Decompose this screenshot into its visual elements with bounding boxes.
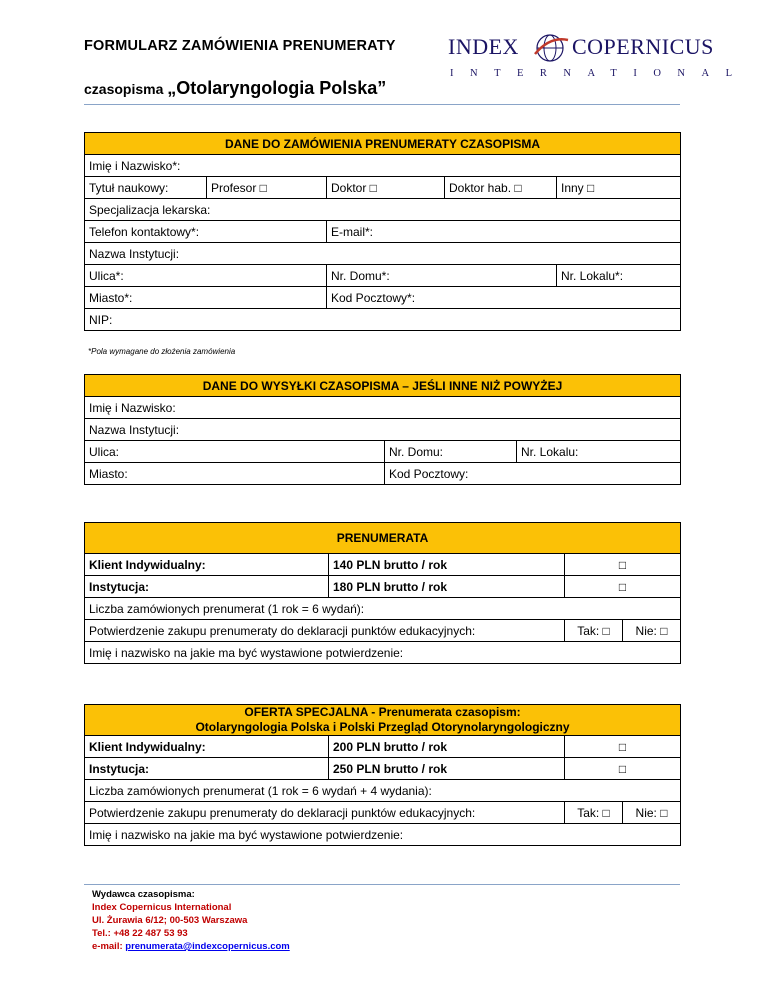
name-field[interactable]: Imię i Nazwisko*: <box>85 155 681 177</box>
institution-checkbox[interactable]: □ <box>565 576 681 598</box>
individual-checkbox[interactable]: □ <box>565 736 681 758</box>
confirmation-no[interactable]: Nie: □ <box>623 802 681 824</box>
ship-street-field[interactable]: Ulica: <box>85 441 385 463</box>
special-offer-heading-1: OFERTA SPECJALNA - Prenumerata czasopism: <box>244 705 521 719</box>
confirmation-label: Potwierdzenie zakupu prenumeraty do deklaracji punktów edukacyjnych: <box>85 620 565 642</box>
email-label: e-mail: <box>92 941 126 952</box>
individual-label: Klient Indywidualny: <box>85 736 329 758</box>
ship-house-field[interactable]: Nr. Domu: <box>385 441 517 463</box>
section-heading: DANE DO WYSYŁKI CZASOPISMA – JEŚLI INNE NIŻ POWYŻEJ <box>85 375 681 397</box>
postcode-field[interactable]: Kod Pocztowy*: <box>327 287 681 309</box>
individual-checkbox[interactable]: □ <box>565 554 681 576</box>
institution-price: 180 PLN brutto / rok <box>329 576 565 598</box>
publisher-address: Ul. Żurawia 6/12; 00-503 Warszawa <box>92 915 248 926</box>
institution-checkbox[interactable]: □ <box>565 758 681 780</box>
street-field[interactable]: Ulica*: <box>85 265 327 287</box>
publisher-name: Index Copernicus International <box>92 902 232 913</box>
section-heading <box>85 705 681 736</box>
logo-subtitle: INTERNATIONAL <box>450 68 749 79</box>
publisher-email-link[interactable]: prenumerata@indexcopernicus.com <box>125 941 290 952</box>
required-note: *Pola wymagane do złożenia zamówienia <box>88 347 236 356</box>
institution-field[interactable]: Nazwa Instytucji: <box>85 243 681 265</box>
individual-price: 140 PLN brutto / rok <box>329 554 565 576</box>
ship-name-field[interactable]: Imię i Nazwisko: <box>85 397 681 419</box>
title-option-professor[interactable]: Profesor □ <box>207 177 327 199</box>
confirmation-label: Potwierdzenie zakupu prenumeraty do deklaracji punktów edukacyjnych: <box>85 802 565 824</box>
publisher-label: Wydawca czasopisma: <box>92 889 195 900</box>
journal-name: „Otolaryngologia Polska” <box>167 78 387 98</box>
form-title: FORMULARZ ZAMÓWIENIA PRENUMERATY <box>84 38 396 54</box>
title-option-other[interactable]: Inny □ <box>557 177 681 199</box>
confirmation-yes[interactable]: Tak: □ <box>565 620 623 642</box>
subtitle-prefix: czasopisma <box>84 81 168 97</box>
header-divider <box>84 104 680 105</box>
flat-number-field[interactable]: Nr. Lokalu*: <box>557 265 681 287</box>
publisher-email-line <box>92 940 290 953</box>
title-label: Tytuł naukowy: <box>85 177 207 199</box>
title-option-doctor[interactable]: Doktor □ <box>327 177 445 199</box>
title-option-doctor-hab[interactable]: Doktor hab. □ <box>445 177 557 199</box>
ship-institution-field[interactable]: Nazwa Instytucji: <box>85 419 681 441</box>
publisher-phone: Tel.: +48 22 487 53 93 <box>92 928 188 939</box>
ship-city-field[interactable]: Miasto: <box>85 463 385 485</box>
house-number-field[interactable]: Nr. Domu*: <box>327 265 557 287</box>
individual-price: 200 PLN brutto / rok <box>329 736 565 758</box>
confirmation-name-field[interactable]: Imię i nazwisko na jakie ma być wystawione potwierdzenie: <box>85 642 681 664</box>
confirmation-no[interactable]: Nie: □ <box>623 620 681 642</box>
logo-word-index: INDEX <box>448 34 519 59</box>
confirmation-yes[interactable]: Tak: □ <box>565 802 623 824</box>
index-copernicus-logo <box>448 34 749 84</box>
publisher-info <box>92 888 290 953</box>
order-data-table <box>84 132 681 331</box>
section-heading: PRENUMERATA <box>85 523 681 554</box>
specialization-field[interactable]: Specjalizacja lekarska: <box>85 199 681 221</box>
institution-label: Instytucja: <box>85 576 329 598</box>
form-subtitle <box>84 78 386 99</box>
special-offer-table <box>84 704 681 846</box>
email-field[interactable]: E-mail*: <box>327 221 681 243</box>
nip-field[interactable]: NIP: <box>85 309 681 331</box>
institution-label: Instytucja: <box>85 758 329 780</box>
individual-label: Klient Indywidualny: <box>85 554 329 576</box>
city-field[interactable]: Miasto*: <box>85 287 327 309</box>
subscription-count-field[interactable]: Liczba zamówionych prenumerat (1 rok = 6 wydań + 4 wydania): <box>85 780 681 802</box>
confirmation-name-field[interactable]: Imię i nazwisko na jakie ma być wystawione potwierdzenie: <box>85 824 681 846</box>
subscription-table <box>84 522 681 664</box>
section-heading: DANE DO ZAMÓWIENIA PRENUMERATY CZASOPISMA <box>85 133 681 155</box>
institution-price: 250 PLN brutto / rok <box>329 758 565 780</box>
shipping-data-table <box>84 374 681 485</box>
subscription-count-field[interactable]: Liczba zamówionych prenumerat (1 rok = 6 wydań): <box>85 598 681 620</box>
ship-postcode-field[interactable]: Kod Pocztowy: <box>385 463 681 485</box>
ship-flat-field[interactable]: Nr. Lokalu: <box>517 441 681 463</box>
footer-divider <box>84 884 680 885</box>
phone-field[interactable]: Telefon kontaktowy*: <box>85 221 327 243</box>
globe-icon <box>530 30 570 66</box>
special-offer-heading-2: Otolaryngologia Polska i Polski Przegląd Otorynolaryngologiczny <box>195 720 570 734</box>
logo-word-copernicus: COPERNICUS <box>572 34 714 59</box>
